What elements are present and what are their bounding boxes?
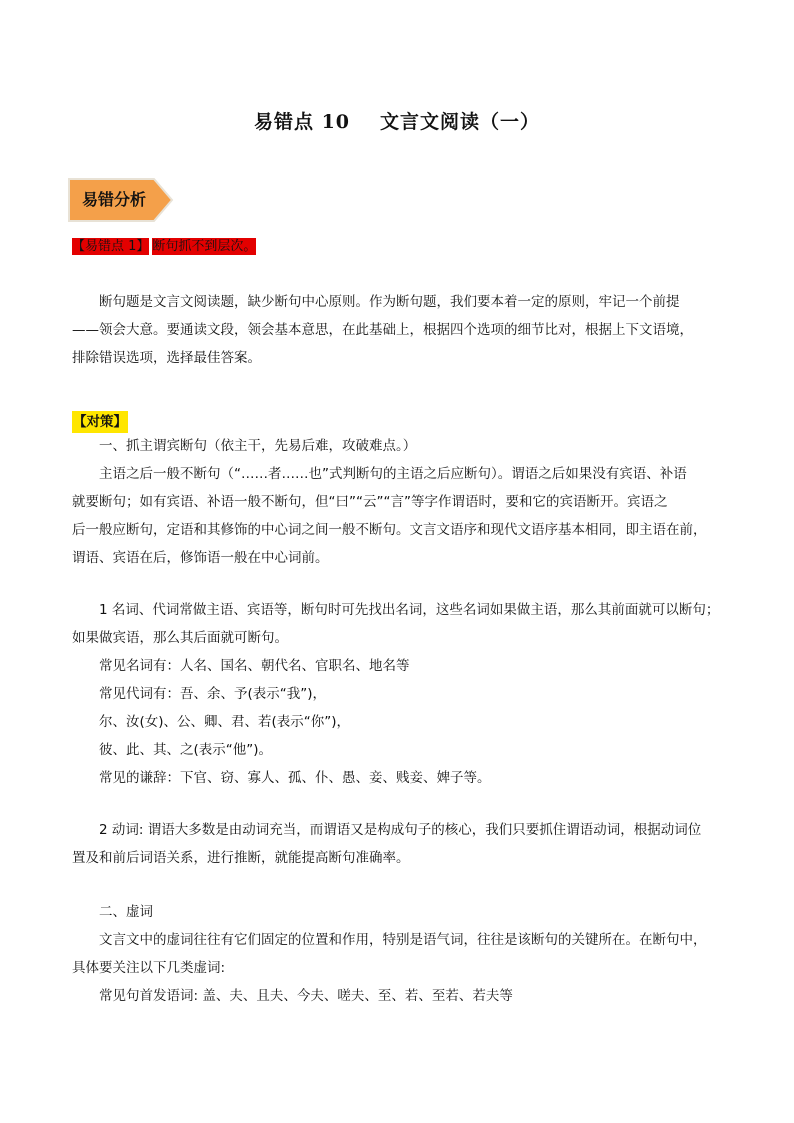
function-words-block — [72, 898, 732, 1010]
function-words-line: 文言文中的虚词往往有它们固定的位置和作用，特别是语气词，往往是该断句的关键所在。在断句中， — [99, 932, 707, 948]
strategy-1-heading: 一、抓主谓宾断句（依主干，先易后难，攻破难点。） — [99, 438, 417, 454]
function-words-line: 常见句首发语词: 盖、夫、且夫、今夫、嗟夫、至、若、至若、若夫等 — [99, 988, 513, 1004]
nouns-line: 如果做宾语，那么其后面就可断句。 — [72, 630, 288, 646]
verbs-line: 置及和前后词语关系，进行推断，就能提高断句准确率。 — [72, 850, 410, 866]
nouns-line: 常见代词有：吾、余、予(表示“我”)， — [99, 686, 327, 702]
nouns-line: 1 名词、代词常做主语、宾语等，断句时可先找出名词，这些名词如果做主语，那么其前面就可以断句； — [99, 602, 720, 618]
error-point-tag: 【易错点 1】 — [72, 239, 150, 254]
title-part2: 文言文阅读（一） — [380, 111, 541, 133]
intro-line: ——领会大意。要通读文段，领会基本意思，在此基础上，根据四个选项的细节比对，根据上下文语境， — [72, 322, 693, 338]
nouns-line: 彼、此、其、之(表示“他”)。 — [99, 742, 273, 758]
function-words-heading: 二、虚词 — [99, 904, 153, 920]
strategy-1-block — [72, 432, 732, 572]
page-title — [0, 107, 794, 134]
error-point-text: 断句抓不到层次。 — [152, 239, 257, 254]
strategy-1-line: 就要断句；如有宾语、补语一般不断句，但“曰”“云”“言”等字作谓语时，要和它的宾语断开。宾语之 — [72, 494, 668, 510]
section-tag — [66, 176, 176, 224]
strategy-1-line: 后一般应断句，定语和其修饰的中心词之间一般不断句。文言文语序和现代文语序基本相同，即主语在前， — [72, 522, 707, 538]
nouns-block — [72, 596, 732, 792]
title-part1: 易错点 10 — [253, 111, 351, 133]
nouns-line: 常见名词有：人名、国名、朝代名、官职名、地名等 — [99, 658, 410, 674]
verbs-block — [72, 816, 732, 872]
verbs-line: 2 动词: 谓语大多数是由动词充当，而谓语又是构成句子的核心，我们只要抓住谓语动词，根据动词位 — [99, 822, 702, 838]
strategy-1-line: 主语之后一般不断句（“……者……也”式判断句的主语之后应断句）。谓语之后如果没有宾语、补语 — [99, 466, 687, 482]
strategy-1-line: 谓语、宾语在后，修饰语一般在中心词前。 — [72, 550, 329, 566]
intro-paragraph — [72, 288, 732, 372]
error-point-1 — [72, 236, 256, 258]
strategy-tag: 【对策】 — [72, 411, 128, 433]
section-tag-label: 易错分析 — [81, 190, 146, 209]
intro-line: 断句题是文言文阅读题，缺少断句中心原则。作为断句题，我们要本着一定的原则，牢记一个前提 — [99, 294, 680, 310]
nouns-line: 常见的谦辞：下官、窃、寡人、孤、仆、愚、妾、贱妾、婢子等。 — [99, 770, 491, 786]
nouns-line: 尔、汝(女)、公、卿、君、若(表示“你”)， — [99, 714, 351, 730]
intro-line: 排除错误选项，选择最佳答案。 — [72, 350, 261, 366]
function-words-line: 具体要关注以下几类虚词: — [72, 960, 226, 976]
